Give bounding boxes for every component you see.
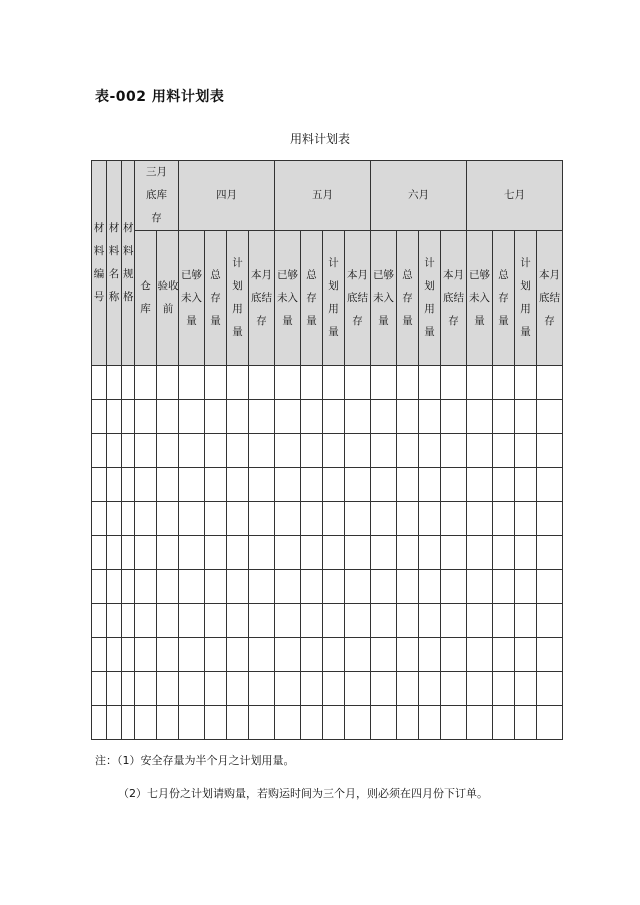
table-cell[interactable] [179, 604, 205, 638]
table-cell[interactable] [179, 400, 205, 434]
header-ordered-not-received: 已够未入量 [179, 231, 205, 366]
header-month-end-balance: 本月底结存 [537, 231, 563, 366]
table-cell[interactable] [205, 706, 227, 740]
table-cell[interactable] [323, 706, 345, 740]
header-march-stock: 三月底库存 [135, 161, 179, 231]
table-cell[interactable] [249, 638, 275, 672]
table-cell[interactable] [92, 638, 107, 672]
table-cell[interactable] [135, 672, 157, 706]
table-cell[interactable] [515, 468, 537, 502]
table-cell[interactable] [157, 502, 179, 536]
table-cell[interactable] [135, 400, 157, 434]
table-cell[interactable] [227, 672, 249, 706]
table-cell[interactable] [371, 400, 397, 434]
header-before-inspection: 验收前 [157, 231, 179, 366]
table-cell[interactable] [179, 468, 205, 502]
table-cell[interactable] [537, 400, 563, 434]
table-cell[interactable] [345, 536, 371, 570]
table-cell[interactable] [157, 604, 179, 638]
table-cell[interactable] [227, 604, 249, 638]
table-cell[interactable] [493, 570, 515, 604]
note-2: （2）七月份之计划请购量，若购运时间为三个月，则必须在四月份下订单。 [118, 787, 488, 800]
table-cell[interactable] [371, 706, 397, 740]
table-cell[interactable] [515, 638, 537, 672]
table-cell[interactable] [227, 570, 249, 604]
table-cell[interactable] [371, 468, 397, 502]
table-cell[interactable] [323, 502, 345, 536]
table-cell[interactable] [275, 706, 301, 740]
table-cell[interactable] [227, 536, 249, 570]
table-row [92, 570, 563, 604]
table-cell[interactable] [441, 672, 467, 706]
table-cell[interactable] [467, 604, 493, 638]
table-cell[interactable] [515, 604, 537, 638]
table-cell[interactable] [157, 468, 179, 502]
table-cell[interactable] [205, 638, 227, 672]
table-cell[interactable] [275, 604, 301, 638]
header-month-end-balance: 本月底结存 [441, 231, 467, 366]
table-cell[interactable] [205, 536, 227, 570]
table-cell[interactable] [249, 706, 275, 740]
table-cell[interactable] [441, 502, 467, 536]
table-cell[interactable] [419, 672, 441, 706]
table-cell[interactable] [275, 434, 301, 468]
table-cell[interactable] [227, 468, 249, 502]
table-cell[interactable] [92, 604, 107, 638]
table-cell[interactable] [275, 366, 301, 400]
table-cell[interactable] [275, 672, 301, 706]
table-cell[interactable] [345, 502, 371, 536]
header-planned-usage: 计划用量 [323, 231, 345, 366]
header-total-stock: 总存量 [301, 231, 323, 366]
table-cell[interactable] [122, 366, 135, 400]
table-cell[interactable] [441, 468, 467, 502]
table-cell[interactable] [345, 570, 371, 604]
table-cell[interactable] [419, 468, 441, 502]
table-cell[interactable] [205, 502, 227, 536]
table-cell[interactable] [249, 672, 275, 706]
table-cell[interactable] [249, 502, 275, 536]
table-cell[interactable] [397, 366, 419, 400]
header-material-no: 材料编号 [92, 161, 107, 366]
table-cell[interactable] [275, 400, 301, 434]
table-cell[interactable] [205, 400, 227, 434]
table-row [92, 434, 563, 468]
table-cell[interactable] [205, 366, 227, 400]
table-cell[interactable] [92, 434, 107, 468]
table-cell[interactable] [419, 502, 441, 536]
table-cell[interactable] [371, 536, 397, 570]
table-cell[interactable] [467, 638, 493, 672]
table-cell[interactable] [537, 604, 563, 638]
table-cell[interactable] [301, 672, 323, 706]
table-cell[interactable] [92, 570, 107, 604]
table-row [92, 502, 563, 536]
table-cell[interactable] [122, 604, 135, 638]
table-cell[interactable] [107, 502, 122, 536]
table-cell[interactable] [537, 672, 563, 706]
header-warehouse: 仓库 [135, 231, 157, 366]
table-cell[interactable] [205, 434, 227, 468]
table-cell[interactable] [493, 604, 515, 638]
table-cell[interactable] [205, 570, 227, 604]
table-cell[interactable] [249, 604, 275, 638]
table-cell[interactable] [467, 366, 493, 400]
header-month-june: 六月 [371, 161, 467, 231]
table-cell[interactable] [419, 570, 441, 604]
table-cell[interactable] [371, 434, 397, 468]
table-cell[interactable] [467, 536, 493, 570]
table-cell[interactable] [107, 536, 122, 570]
table-cell[interactable] [467, 400, 493, 434]
table-cell[interactable] [227, 400, 249, 434]
table-cell[interactable] [249, 366, 275, 400]
table-cell[interactable] [493, 536, 515, 570]
table-cell[interactable] [515, 672, 537, 706]
table-cell[interactable] [371, 604, 397, 638]
table-cell[interactable] [135, 366, 157, 400]
table-cell[interactable] [107, 366, 122, 400]
table-cell[interactable] [419, 706, 441, 740]
table-cell[interactable] [122, 672, 135, 706]
table-cell[interactable] [397, 434, 419, 468]
table-cell[interactable] [205, 604, 227, 638]
table-cell[interactable] [92, 672, 107, 706]
table-cell[interactable] [301, 536, 323, 570]
table-row [92, 706, 563, 740]
table-cell[interactable] [345, 706, 371, 740]
table-cell[interactable] [249, 400, 275, 434]
table-cell[interactable] [493, 672, 515, 706]
table-cell[interactable] [157, 434, 179, 468]
table-cell[interactable] [345, 400, 371, 434]
table-cell[interactable] [419, 536, 441, 570]
table-cell[interactable] [397, 502, 419, 536]
table-cell[interactable] [275, 638, 301, 672]
header-ordered-not-received: 已够未入量 [467, 231, 493, 366]
table-cell[interactable] [92, 502, 107, 536]
table-cell[interactable] [397, 468, 419, 502]
table-cell[interactable] [345, 366, 371, 400]
table-cell[interactable] [397, 604, 419, 638]
table-cell[interactable] [249, 536, 275, 570]
table-cell[interactable] [441, 400, 467, 434]
table-cell[interactable] [467, 434, 493, 468]
table-cell[interactable] [205, 672, 227, 706]
table-cell[interactable] [135, 706, 157, 740]
table-cell[interactable] [107, 604, 122, 638]
table-cell[interactable] [467, 706, 493, 740]
table-cell[interactable] [92, 706, 107, 740]
header-material-spec: 材料规格 [122, 161, 135, 366]
table-cell[interactable] [441, 570, 467, 604]
table-cell[interactable] [179, 706, 205, 740]
table-row [92, 400, 563, 434]
table-cell[interactable] [122, 570, 135, 604]
table-cell[interactable] [515, 706, 537, 740]
document-label: 表-002 用料计划表 [95, 89, 225, 105]
table-cell[interactable] [249, 434, 275, 468]
table-cell[interactable] [537, 468, 563, 502]
table-cell[interactable] [135, 604, 157, 638]
table-cell[interactable] [107, 672, 122, 706]
table-cell[interactable] [493, 706, 515, 740]
table-cell[interactable] [515, 366, 537, 400]
header-material-name: 材料名称 [107, 161, 122, 366]
table-cell[interactable] [467, 502, 493, 536]
table-cell[interactable] [397, 570, 419, 604]
table-cell[interactable] [397, 672, 419, 706]
table-cell[interactable] [467, 570, 493, 604]
header-planned-usage: 计划用量 [419, 231, 441, 366]
header-total-stock: 总存量 [205, 231, 227, 366]
table-cell[interactable] [419, 400, 441, 434]
table-cell[interactable] [157, 672, 179, 706]
table-cell[interactable] [323, 366, 345, 400]
table-cell[interactable] [371, 638, 397, 672]
table-cell[interactable] [537, 502, 563, 536]
table-cell[interactable] [107, 400, 122, 434]
table-cell[interactable] [157, 638, 179, 672]
table-cell[interactable] [122, 468, 135, 502]
table-cell[interactable] [122, 400, 135, 434]
table-cell[interactable] [249, 468, 275, 502]
table-body [92, 366, 563, 740]
table-cell[interactable] [419, 434, 441, 468]
table-row [92, 638, 563, 672]
table-cell[interactable] [537, 706, 563, 740]
table-cell[interactable] [371, 502, 397, 536]
table-cell[interactable] [135, 638, 157, 672]
table-cell[interactable] [301, 468, 323, 502]
table-cell[interactable] [371, 570, 397, 604]
table-cell[interactable] [419, 638, 441, 672]
table-cell[interactable] [227, 502, 249, 536]
table-cell[interactable] [323, 434, 345, 468]
table-cell[interactable] [301, 502, 323, 536]
table-cell[interactable] [179, 536, 205, 570]
table-cell[interactable] [467, 672, 493, 706]
table-cell[interactable] [157, 400, 179, 434]
table-cell[interactable] [107, 706, 122, 740]
table-cell[interactable] [441, 638, 467, 672]
header-month-july: 七月 [467, 161, 563, 231]
table-cell[interactable] [179, 570, 205, 604]
table-cell[interactable] [515, 570, 537, 604]
table-cell[interactable] [515, 502, 537, 536]
table-cell[interactable] [371, 672, 397, 706]
table-caption: 用料计划表 [289, 132, 350, 146]
table-cell[interactable] [122, 706, 135, 740]
table-cell[interactable] [135, 468, 157, 502]
table-cell[interactable] [135, 570, 157, 604]
table-cell[interactable] [323, 672, 345, 706]
table-cell[interactable] [157, 706, 179, 740]
table-cell[interactable] [345, 604, 371, 638]
table-cell[interactable] [323, 400, 345, 434]
table-cell[interactable] [441, 604, 467, 638]
table-cell[interactable] [92, 366, 107, 400]
table-cell[interactable] [515, 434, 537, 468]
table-cell[interactable] [397, 400, 419, 434]
table-cell[interactable] [135, 536, 157, 570]
table-cell[interactable] [179, 672, 205, 706]
table-cell[interactable] [227, 366, 249, 400]
table-cell[interactable] [157, 570, 179, 604]
table-cell[interactable] [493, 502, 515, 536]
table-cell[interactable] [345, 468, 371, 502]
header-ordered-not-received: 已够未入量 [275, 231, 301, 366]
table-cell[interactable] [301, 400, 323, 434]
table-cell[interactable] [122, 638, 135, 672]
header-ordered-not-received: 已够未入量 [371, 231, 397, 366]
table-cell[interactable] [205, 468, 227, 502]
table-cell[interactable] [323, 570, 345, 604]
table-cell[interactable] [537, 536, 563, 570]
table-cell[interactable] [107, 434, 122, 468]
table-cell[interactable] [275, 502, 301, 536]
table-cell[interactable] [179, 638, 205, 672]
table-cell[interactable] [301, 570, 323, 604]
header-month-may: 五月 [275, 161, 371, 231]
header-month-april: 四月 [179, 161, 275, 231]
table-cell[interactable] [323, 604, 345, 638]
table-cell[interactable] [441, 536, 467, 570]
table-cell[interactable] [92, 468, 107, 502]
header-month-end-balance: 本月底结存 [345, 231, 371, 366]
header-month-end-balance: 本月底结存 [249, 231, 275, 366]
table-cell[interactable] [419, 604, 441, 638]
table-cell[interactable] [323, 638, 345, 672]
table-cell[interactable] [301, 638, 323, 672]
table-cell[interactable] [467, 468, 493, 502]
table-cell[interactable] [441, 366, 467, 400]
header-total-stock: 总存量 [493, 231, 515, 366]
table-cell[interactable] [515, 536, 537, 570]
table-cell[interactable] [275, 468, 301, 502]
table-cell[interactable] [227, 434, 249, 468]
table-row [92, 536, 563, 570]
table-cell[interactable] [301, 706, 323, 740]
table-cell[interactable] [537, 434, 563, 468]
table-cell[interactable] [157, 366, 179, 400]
table-cell[interactable] [493, 468, 515, 502]
table-cell[interactable] [323, 468, 345, 502]
table-cell[interactable] [122, 502, 135, 536]
table-cell[interactable] [107, 638, 122, 672]
table-cell[interactable] [493, 400, 515, 434]
table-cell[interactable] [92, 536, 107, 570]
table-cell[interactable] [345, 672, 371, 706]
table-cell[interactable] [419, 366, 441, 400]
table-cell[interactable] [345, 434, 371, 468]
table-cell[interactable] [441, 434, 467, 468]
table-cell[interactable] [275, 570, 301, 604]
table-cell[interactable] [537, 638, 563, 672]
table-cell[interactable] [371, 366, 397, 400]
table-cell[interactable] [122, 434, 135, 468]
table-cell[interactable] [397, 638, 419, 672]
table-cell[interactable] [179, 502, 205, 536]
header-planned-usage: 计划用量 [227, 231, 249, 366]
table-cell[interactable] [397, 706, 419, 740]
table-row [92, 604, 563, 638]
table-cell[interactable] [515, 400, 537, 434]
note-1: 注：（1）安全存量为半个月之计划用量。 [95, 754, 295, 767]
table-cell[interactable] [107, 570, 122, 604]
header-planned-usage: 计划用量 [515, 231, 537, 366]
table-cell[interactable] [157, 536, 179, 570]
table-cell[interactable] [301, 366, 323, 400]
table-cell[interactable] [107, 468, 122, 502]
table-cell[interactable] [301, 434, 323, 468]
table-cell[interactable] [301, 604, 323, 638]
table-cell[interactable] [179, 366, 205, 400]
table-cell[interactable] [537, 366, 563, 400]
table-cell[interactable] [323, 536, 345, 570]
table-cell[interactable] [122, 536, 135, 570]
table-cell[interactable] [179, 434, 205, 468]
table-row [92, 366, 563, 400]
table-cell[interactable] [135, 434, 157, 468]
table-row [92, 468, 563, 502]
table-cell[interactable] [493, 434, 515, 468]
header-total-stock: 总存量 [397, 231, 419, 366]
table-cell[interactable] [537, 570, 563, 604]
table-cell[interactable] [441, 706, 467, 740]
material-plan-table [91, 160, 563, 740]
table-cell[interactable] [227, 706, 249, 740]
table-cell[interactable] [345, 638, 371, 672]
table-cell[interactable] [493, 638, 515, 672]
table-cell[interactable] [249, 570, 275, 604]
table-cell[interactable] [227, 638, 249, 672]
table-cell[interactable] [397, 536, 419, 570]
table-cell[interactable] [275, 536, 301, 570]
table-cell[interactable] [493, 366, 515, 400]
table-row [92, 672, 563, 706]
table-cell[interactable] [92, 400, 107, 434]
table-cell[interactable] [135, 502, 157, 536]
